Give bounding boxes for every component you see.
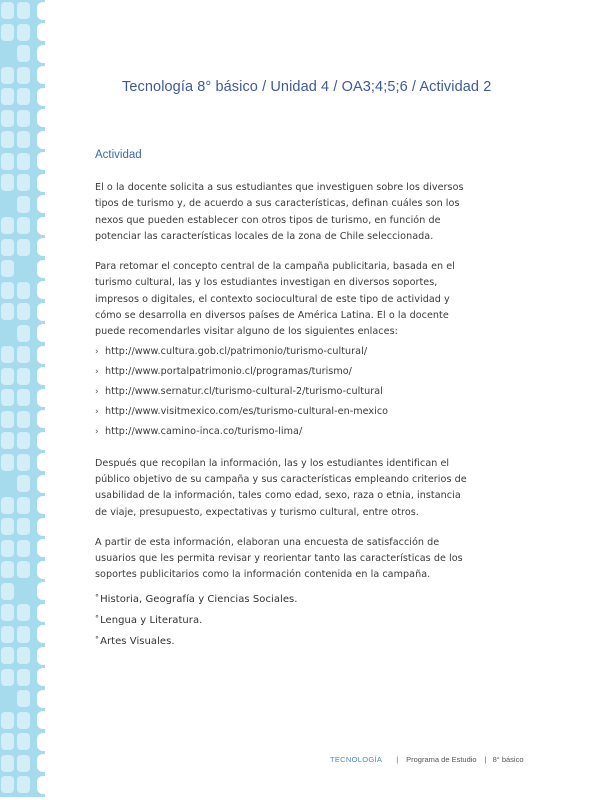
degree-mark-icon: ° — [95, 634, 100, 644]
subject-item — [95, 634, 475, 655]
subject-item — [95, 613, 475, 634]
pattern-tab — [37, 453, 45, 471]
pattern-cell — [1, 2, 14, 19]
pattern-cell — [1, 368, 14, 385]
pattern-tab — [37, 668, 45, 686]
pattern-cell — [17, 346, 30, 363]
pattern-tab — [37, 45, 45, 63]
pattern-tab — [37, 23, 45, 41]
pattern-cell — [17, 24, 30, 41]
pattern-tab — [37, 582, 45, 600]
list-item[interactable] — [95, 404, 475, 424]
pattern-cell — [17, 153, 30, 170]
link-url[interactable]: http://www.sernatur.cl/turismo-cultural-2/turismo-cultural — [105, 385, 383, 397]
pattern-cell — [17, 389, 30, 406]
pattern-cell — [1, 669, 14, 686]
pattern-cell — [17, 540, 30, 557]
pattern-cell — [17, 475, 30, 492]
pattern-cell — [1, 131, 14, 148]
pattern-cell — [1, 583, 14, 600]
page-footer — [330, 755, 524, 764]
paragraph-research: Para retomar el concepto central de la campaña publicitaria, basada en el turismo cultural, las y los estudiantes investigan en diversos soportes, impresos o digitales, el contexto sociocultural de este tipo de actividad y cómo se desarrolla en diversos países de América Latina. El o la docente puede recomendarles visitar alguno de los siguientes enlaces: — [95, 261, 455, 338]
pattern-tab — [37, 690, 45, 708]
pattern-tab — [37, 346, 45, 364]
pattern-cell — [17, 604, 30, 621]
list-item[interactable] — [95, 344, 475, 364]
pattern-cell — [17, 647, 30, 664]
pattern-cell — [1, 110, 14, 127]
pattern-tab — [37, 561, 45, 579]
pattern-cell — [1, 153, 14, 170]
pattern-cell — [1, 217, 14, 234]
pattern-cell — [17, 690, 30, 707]
pattern-cell — [1, 303, 14, 320]
pattern-cell — [1, 755, 14, 772]
pattern-cell — [1, 346, 14, 363]
pattern-cell — [17, 45, 30, 62]
pattern-cell — [1, 647, 14, 664]
pattern-cell — [1, 497, 14, 514]
pattern-tab — [37, 410, 45, 428]
link-url[interactable]: http://www.cultura.gob.cl/patrimonio/turismo-cultural/ — [105, 345, 368, 357]
page-title: Tecnología 8° básico / Unidad 4 / OA3;4;5;6 / Actividad 2 — [122, 79, 492, 95]
pattern-cell — [1, 540, 14, 557]
pattern-cell — [1, 604, 14, 621]
pattern-tab — [37, 776, 45, 794]
footer-brand: TECNOLOGÍA — [330, 755, 383, 764]
paragraph-intro: El o la docente solicita a sus estudiantes que investiguen sobre los diversos tipos de turismo y, de acuerdo a sus características, definan cuáles son los nexos que pueden establecer con otros tipos de turismo, en función de potenciar las características locales de la zona de Chile seleccionada. — [95, 182, 464, 242]
footer-separator: | — [484, 755, 487, 764]
pattern-cell — [1, 561, 14, 578]
pattern-tab — [37, 518, 45, 536]
link-url[interactable]: http://www.portalpatrimonio.cl/programas/turismo/ — [105, 365, 352, 377]
pattern-cell — [17, 2, 30, 19]
pattern-tab — [37, 131, 45, 149]
list-item[interactable] — [95, 424, 475, 444]
pattern-cell — [17, 454, 30, 471]
chevron-right-icon: › — [95, 406, 99, 417]
pattern-cell — [1, 24, 14, 41]
pattern-cell — [17, 518, 30, 535]
subject-label: Artes Visuales. — [100, 635, 175, 647]
pattern-cell — [1, 67, 14, 84]
pattern-cell — [17, 497, 30, 514]
pattern-tab — [37, 496, 45, 514]
pattern-tab — [37, 367, 45, 385]
pattern-tab — [37, 625, 45, 643]
pattern-cell — [17, 712, 30, 729]
pattern-cell — [1, 518, 14, 535]
pattern-cell — [17, 303, 30, 320]
pattern-tab — [37, 754, 45, 772]
pattern-cell — [1, 733, 14, 750]
pattern-cell — [1, 626, 14, 643]
pattern-tab — [37, 217, 45, 235]
pattern-tab — [37, 647, 45, 665]
decorative-side-strip — [0, 0, 45, 797]
pattern-tab — [37, 389, 45, 407]
pattern-cell — [17, 561, 30, 578]
pattern-tab — [37, 260, 45, 278]
pattern-tab — [37, 539, 45, 557]
pattern-tab — [37, 711, 45, 729]
pattern-cell — [1, 776, 14, 793]
pattern-cell — [17, 110, 30, 127]
pattern-cell — [17, 217, 30, 234]
subject-label: Lengua y Literatura. — [100, 614, 203, 626]
pattern-tab — [37, 195, 45, 213]
pattern-cell — [17, 88, 30, 105]
chevron-right-icon: › — [95, 386, 99, 397]
footer-grade: 8° básico — [492, 755, 524, 764]
pattern-cell — [17, 626, 30, 643]
pattern-tab — [37, 109, 45, 127]
list-item[interactable] — [95, 384, 475, 404]
pattern-tab — [37, 238, 45, 256]
paragraph-survey: A partir de esta información, elaboran una encuesta de satisfacción de usuarios que les permita revisar y reorientar tanto las características de los soportes publicitarios como la información contenida en la campaña. — [95, 536, 463, 581]
pattern-tab — [37, 174, 45, 192]
pattern-cell — [17, 776, 30, 793]
degree-mark-icon: ° — [95, 613, 100, 623]
pattern-tab — [37, 66, 45, 84]
pattern-cell — [17, 131, 30, 148]
pattern-cell — [17, 755, 30, 772]
related-subjects-list — [95, 592, 475, 655]
pattern-cell — [1, 239, 14, 256]
pattern-cell — [17, 196, 30, 213]
pattern-tab — [37, 88, 45, 106]
pattern-cell — [17, 67, 30, 84]
pattern-cell — [1, 260, 14, 277]
pattern-cell — [1, 88, 14, 105]
pattern-cell — [1, 174, 14, 191]
activity-content — [95, 180, 475, 655]
pattern-cell — [17, 282, 30, 299]
pattern-cell — [1, 432, 14, 449]
list-item[interactable] — [95, 364, 475, 384]
pattern-tab — [37, 604, 45, 622]
pattern-tab — [37, 733, 45, 751]
section-heading: Actividad — [95, 149, 142, 161]
paragraph-analysis: Después que recopilan la información, las y los estudiantes identifican el público objetivo de su campaña y sus características empleando criterios de usabilidad de la información, tales como edad, sexo, raza o etnia, instancia de viaje, presupuesto, expectativas y turismo cultural, entre otros. — [95, 457, 467, 518]
degree-mark-icon: ° — [95, 592, 100, 602]
chevron-right-icon: › — [95, 426, 99, 437]
pattern-cell — [1, 454, 14, 471]
pattern-tab — [37, 2, 45, 20]
footer-program: Programa de Estudio — [406, 755, 477, 764]
link-list — [95, 344, 475, 444]
pattern-tab — [37, 281, 45, 299]
pattern-cell — [17, 174, 30, 191]
pattern-cell — [1, 411, 14, 428]
pattern-cell — [1, 712, 14, 729]
pattern-tab — [37, 303, 45, 321]
pattern-cell — [17, 411, 30, 428]
footer-separator: | — [396, 755, 399, 764]
pattern-cell — [1, 389, 14, 406]
pattern-cell — [17, 325, 30, 342]
subject-item — [95, 592, 475, 613]
chevron-right-icon: › — [95, 346, 99, 357]
pattern-tab — [37, 432, 45, 450]
link-url[interactable]: http://www.visitmexico.com/es/turismo-cultural-en-mexico — [105, 405, 389, 417]
subject-label: Historia, Geografía y Ciencias Sociales. — [100, 593, 298, 605]
pattern-cell — [17, 432, 30, 449]
pattern-cell — [1, 282, 14, 299]
pattern-cell — [17, 669, 30, 686]
pattern-tab — [37, 475, 45, 493]
link-url[interactable]: http://www.camino-inca.co/turismo-lima/ — [105, 425, 303, 437]
pattern-cell — [17, 733, 30, 750]
pattern-cell — [17, 239, 30, 256]
pattern-tab — [37, 324, 45, 342]
pattern-tab — [37, 152, 45, 170]
chevron-right-icon: › — [95, 366, 99, 377]
pattern-cell — [17, 368, 30, 385]
